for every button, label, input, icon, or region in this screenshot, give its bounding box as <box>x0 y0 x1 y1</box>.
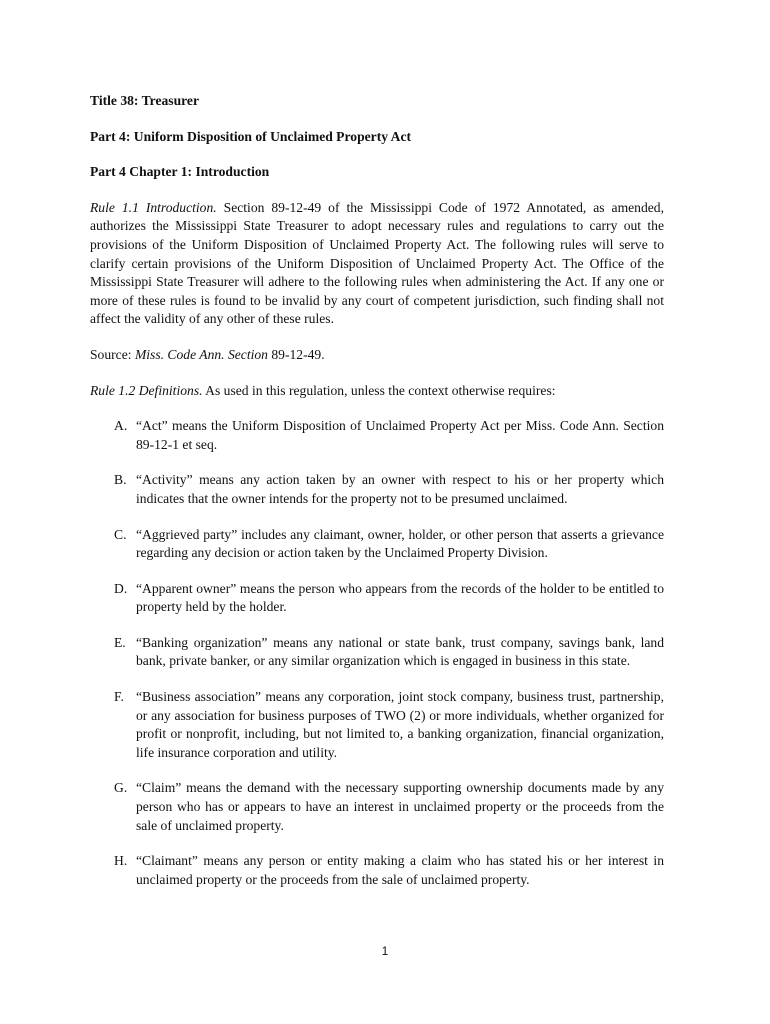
definition-item <box>90 688 664 762</box>
definition-text: “Claim” means the demand with the necessary supporting ownership documents made by any person who has or appears to have an interest in unclaimed property or the proceeds from the sale of unclaimed property. <box>136 780 664 833</box>
title-heading: Title 38: Treasurer <box>90 93 199 108</box>
definition-text: “Aggrieved party” includes any claimant, owner, holder, or other person that asserts a grievance regarding any decision or action taken by the Unclaimed Property Division. <box>136 526 664 561</box>
definition-text: “Business association” means any corporation, joint stock company, business trust, partnership, or any association for business purposes of TWO (2) or more individuals, whether organized for profit or nonprofit, including, but not limited to, a banking organization, financial organization, life insurance corporation and utility. <box>136 689 664 760</box>
page-content <box>90 92 664 906</box>
definition-text: “Claimant” means any person or entity making a claim who has stated his or her interest in unclaimed property or the proceeds from the sale of unclaimed property. <box>136 853 664 887</box>
source-line <box>90 346 664 365</box>
definition-letter: B. <box>114 472 127 488</box>
definitions-list <box>90 417 664 889</box>
definition-text: “Apparent owner” means the person who appears from the records of the holder to be entitled to property held by the holder. <box>136 580 664 615</box>
definition-item <box>90 634 664 671</box>
definition-letter: A. <box>114 418 128 434</box>
definition-item <box>90 852 664 889</box>
definition-item <box>90 471 664 508</box>
chapter-heading: Part 4 Chapter 1: Introduction <box>90 164 270 180</box>
definition-item <box>90 417 664 454</box>
source-citation: Miss. Code Ann. Section <box>134 346 268 362</box>
definition-letter: E. <box>114 634 126 650</box>
definition-letter: C. <box>114 526 127 542</box>
rule-1-2-text: As used in this regulation, unless the context otherwise requires: <box>202 382 556 398</box>
definition-text: “Activity” means any action taken by an owner with respect to his or her property which indicates that the owner intends for the property not to be presumed unclaimed. <box>136 472 664 506</box>
page-number: 1 <box>381 944 389 958</box>
definition-letter: F. <box>114 689 124 705</box>
definition-item <box>90 779 664 835</box>
source-label: Source: <box>90 346 135 362</box>
rule-1-1-text: Section 89-12-49 of the Mississippi Code of 1972 Annotated, as amended, authorizes the Mississippi State Treasurer to adopt necessary rules and regulations to carry out the provisions of the Uniform Disposition of Unclaimed Property Act. The following rules will serve to clarify certain provisions of the Uniform Disposition of Unclaimed Property Act. The Office of the Mississippi State Treasurer will adhere to the following rules when administering the Act. If any one or more of these rules is found to be invalid by any court of competent jurisdiction, such finding shall not affect the validity of any other of these rules. <box>90 199 664 327</box>
definition-letter: D. <box>114 580 128 596</box>
rule-1-2-paragraph <box>90 382 664 401</box>
definition-item <box>90 580 664 617</box>
definition-letter: H. <box>114 853 128 869</box>
definition-text: “Banking organization” means any national or state bank, trust company, savings bank, land bank, private banker, or any similar organization which is engaged in business in this state. <box>136 634 664 669</box>
rule-1-1-paragraph <box>90 199 664 329</box>
definition-letter: G. <box>114 780 128 796</box>
rule-1-2-heading: Rule 1.2 Definitions. <box>90 382 203 398</box>
definition-item <box>90 526 664 563</box>
part-heading: Part 4: Uniform Disposition of Unclaimed Property Act <box>90 128 412 144</box>
definition-text: “Act” means the Uniform Disposition of Unclaimed Property Act per Miss. Code Ann. Section 89-12-1 et seq. <box>136 418 664 452</box>
rule-1-1-heading: Rule 1.1 Introduction. <box>90 199 217 215</box>
source-number: 89-12-49. <box>267 346 325 362</box>
